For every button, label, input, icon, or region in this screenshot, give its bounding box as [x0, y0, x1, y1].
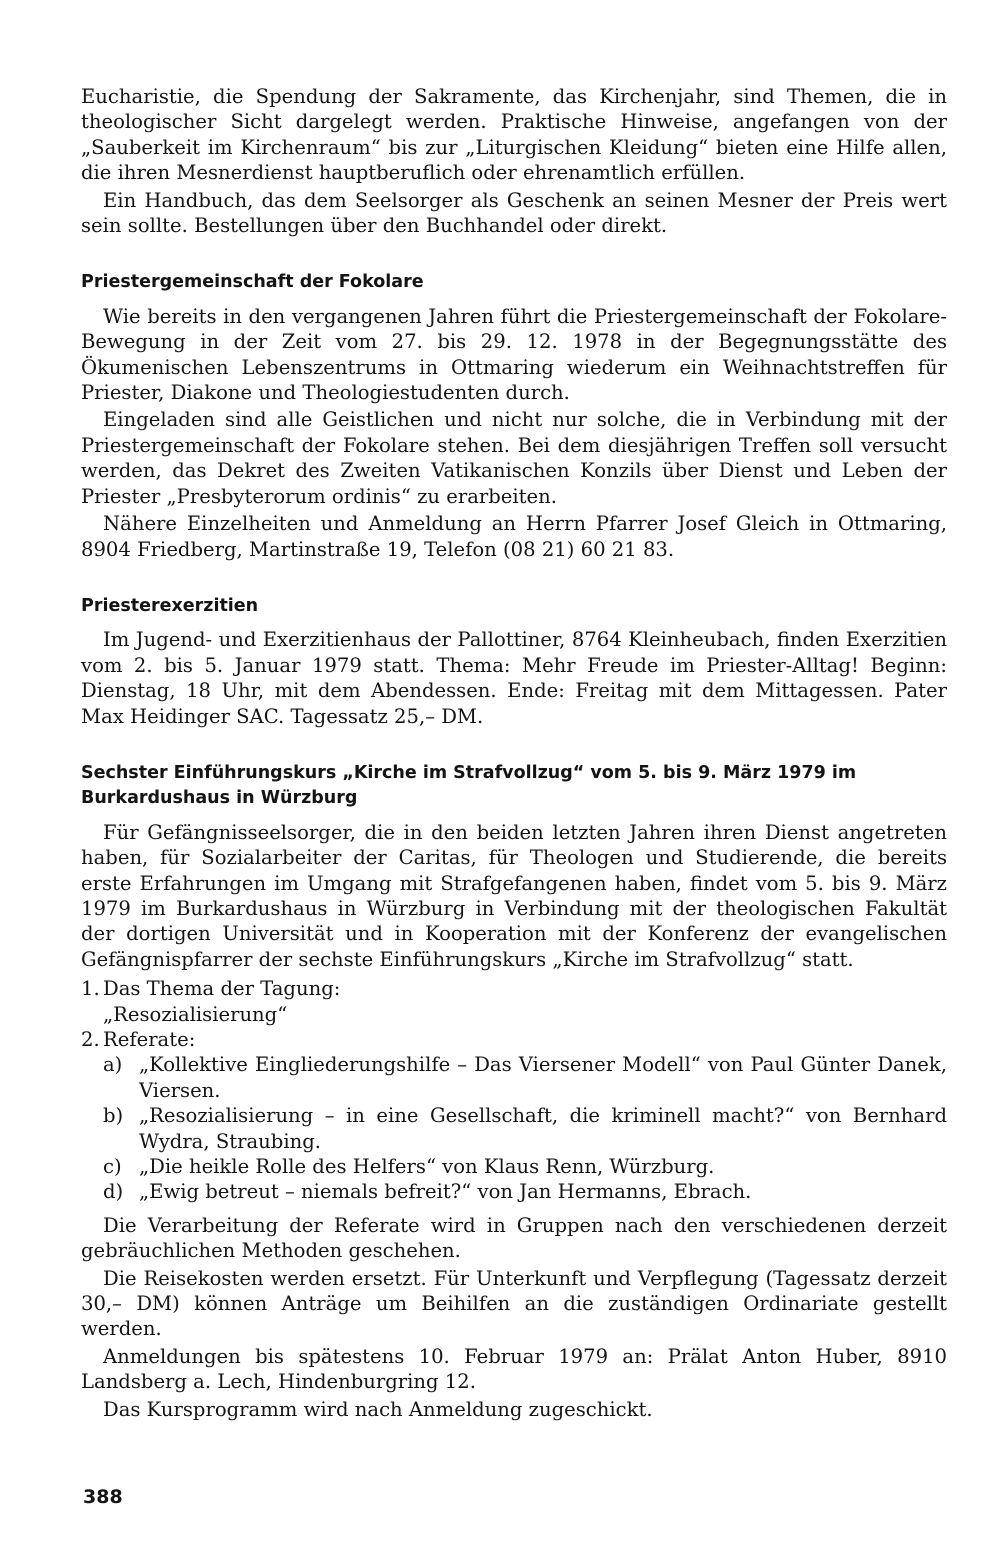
section-exerzitien	[81, 594, 947, 729]
paragraph: Das Kursprogramm wird nach Anmeldung zugeschickt.	[103, 1397, 653, 1421]
paragraph: Die Verarbeitung der Referate wird in Gruppen nach den verschiedenen derzeit gebräuchlichen Methoden geschehen.	[81, 1213, 947, 1263]
list-item	[81, 1027, 947, 1052]
list-label: Referate:	[103, 1028, 196, 1051]
list-number: 2.	[81, 1028, 100, 1051]
list-item	[81, 976, 947, 1001]
referat-text: „Kollektive Eingliederungshilfe – Das Viersener Modell“ von Paul Günter Danek, Viersen.	[139, 1053, 947, 1102]
referat-letter: a)	[103, 1053, 123, 1077]
referat-letter: d)	[103, 1180, 124, 1204]
paragraph: Eingeladen sind alle Geistlichen und nicht nur solche, die in Verbindung mit der Priestergemeinschaft der Fokolare stehen. Bei dem diesjährigen Treffen soll versucht werden, das Dekret des Zweiten Vatikanischen Konzils über Dienst und Leben der Priester „Presbyterorum ordinis“ zu erarbeiten.	[81, 408, 947, 508]
intro-paragraph-2: Ein Handbuch, das dem Seelsorger als Geschenk an seinen Mesner der Preis wert sein sollte. Bestellungen über den Buchhandel oder direkt.	[81, 188, 947, 238]
paragraph: Im Jugend- und Exerzitienhaus der Pallottiner, 8764 Kleinheubach, finden Exerzitien vom 2. bis 5. Januar 1979 statt. Thema: Mehr Freude im Priester-Alltag! Beginn: Dienstag, 18 Uhr, mit dem Abendessen. Ende: Freitag mit dem Mittagessen. Pater Max Heidinger SAC. Tagessatz 25,– DM.	[81, 628, 947, 728]
program-list	[81, 976, 947, 1205]
list-label: Das Thema der Tagung:	[103, 977, 341, 1001]
section-heading: Priestergemeinschaft der Fokolare	[81, 272, 424, 293]
paragraph: Die Reisekosten werden ersetzt. Für Unterkunft und Verpflegung (Tagessatz derzeit 30,– DM) können Anträge um Beihilfen an die zuständigen Ordinariate gestellt werden.	[81, 1266, 947, 1341]
page-number: 388	[83, 1486, 123, 1508]
referat-item	[81, 1103, 947, 1154]
section-kurs	[81, 761, 947, 1422]
intro-paragraph-1: Eucharistie, die Spendung der Sakramente, das Kirchenjahr, sind Themen, die in theologischer Sicht dargelegt werden. Praktische Hinweise, angefangen von der „Sauberkeit im Kirchenraum“ bis zur „Liturgischen Kleidung“ bieten eine Hilfe allen, die ihren Mesnerdienst hauptberuflich oder ehrenamtlich erfüllen.	[81, 85, 947, 185]
section-fokolare	[81, 270, 947, 561]
referat-item	[81, 1154, 947, 1179]
referat-letter: c)	[103, 1155, 122, 1179]
referat-text: „Ewig betreut – niemals befreit?“ von Jan Hermanns, Ebrach.	[139, 1180, 752, 1204]
referat-text: „Resozialisierung – in eine Gesellschaft, die kriminell macht?“ von Bernhard Wydra, Straubing.	[139, 1104, 947, 1153]
referat-text: „Die heikle Rolle des Helfers“ von Klaus Renn, Würzburg.	[139, 1155, 715, 1179]
section-heading: Sechster Einführungskurs „Kirche im Strafvollzug“ vom 5. bis 9. März 1979 im Burkardushaus in Würzburg	[81, 762, 857, 809]
paragraph: Für Gefängnisseelsorger, die in den beiden letzten Jahren ihren Dienst angetreten haben, für Sozialarbeiter der Caritas, für Theologen und Studierende, die bereits erste Erfahrungen im Umgang mit Strafgefangenen haben, findet vom 5. bis 9. März 1979 im Burkardushaus in Würzburg in Verbindung mit der theologischen Fakultät der dortigen Universität und in Kooperation mit der Konferenz der evangelischen Gefängnispfarrer der sechste Einführungskurs „Kirche im Strafvollzug“ statt.	[81, 820, 947, 971]
section-heading: Priesterexerzitien	[81, 595, 259, 616]
referat-letter: b)	[103, 1104, 124, 1128]
topic-value: „Resozialisierung“	[103, 1002, 288, 1026]
list-number: 1.	[81, 977, 100, 1001]
referat-item	[81, 1052, 947, 1103]
referat-item	[81, 1179, 947, 1204]
paragraph: Nähere Einzelheiten und Anmeldung an Herrn Pfarrer Josef Gleich in Ottmaring, 8904 Friedberg, Martinstraße 19, Telefon (08 21) 60 21 83.	[81, 512, 947, 561]
page-body	[81, 84, 947, 1424]
paragraph: Anmeldungen bis spätestens 10. Februar 1979 an: Prälat Anton Huber, 8910 Landsberg a. Lech, Hindenburgring 12.	[81, 1344, 947, 1394]
paragraph: Wie bereits in den vergangenen Jahren führt die Priestergemeinschaft der Fokolare-Bewegung in der Zeit vom 27. bis 29. 12. 1978 in der Begegnungsstätte des Ökumenischen Lebenszentrums in Ottmaring wiederum ein Weihnachtstreffen für Priester, Diakone und Theologiestudenten durch.	[81, 304, 947, 405]
